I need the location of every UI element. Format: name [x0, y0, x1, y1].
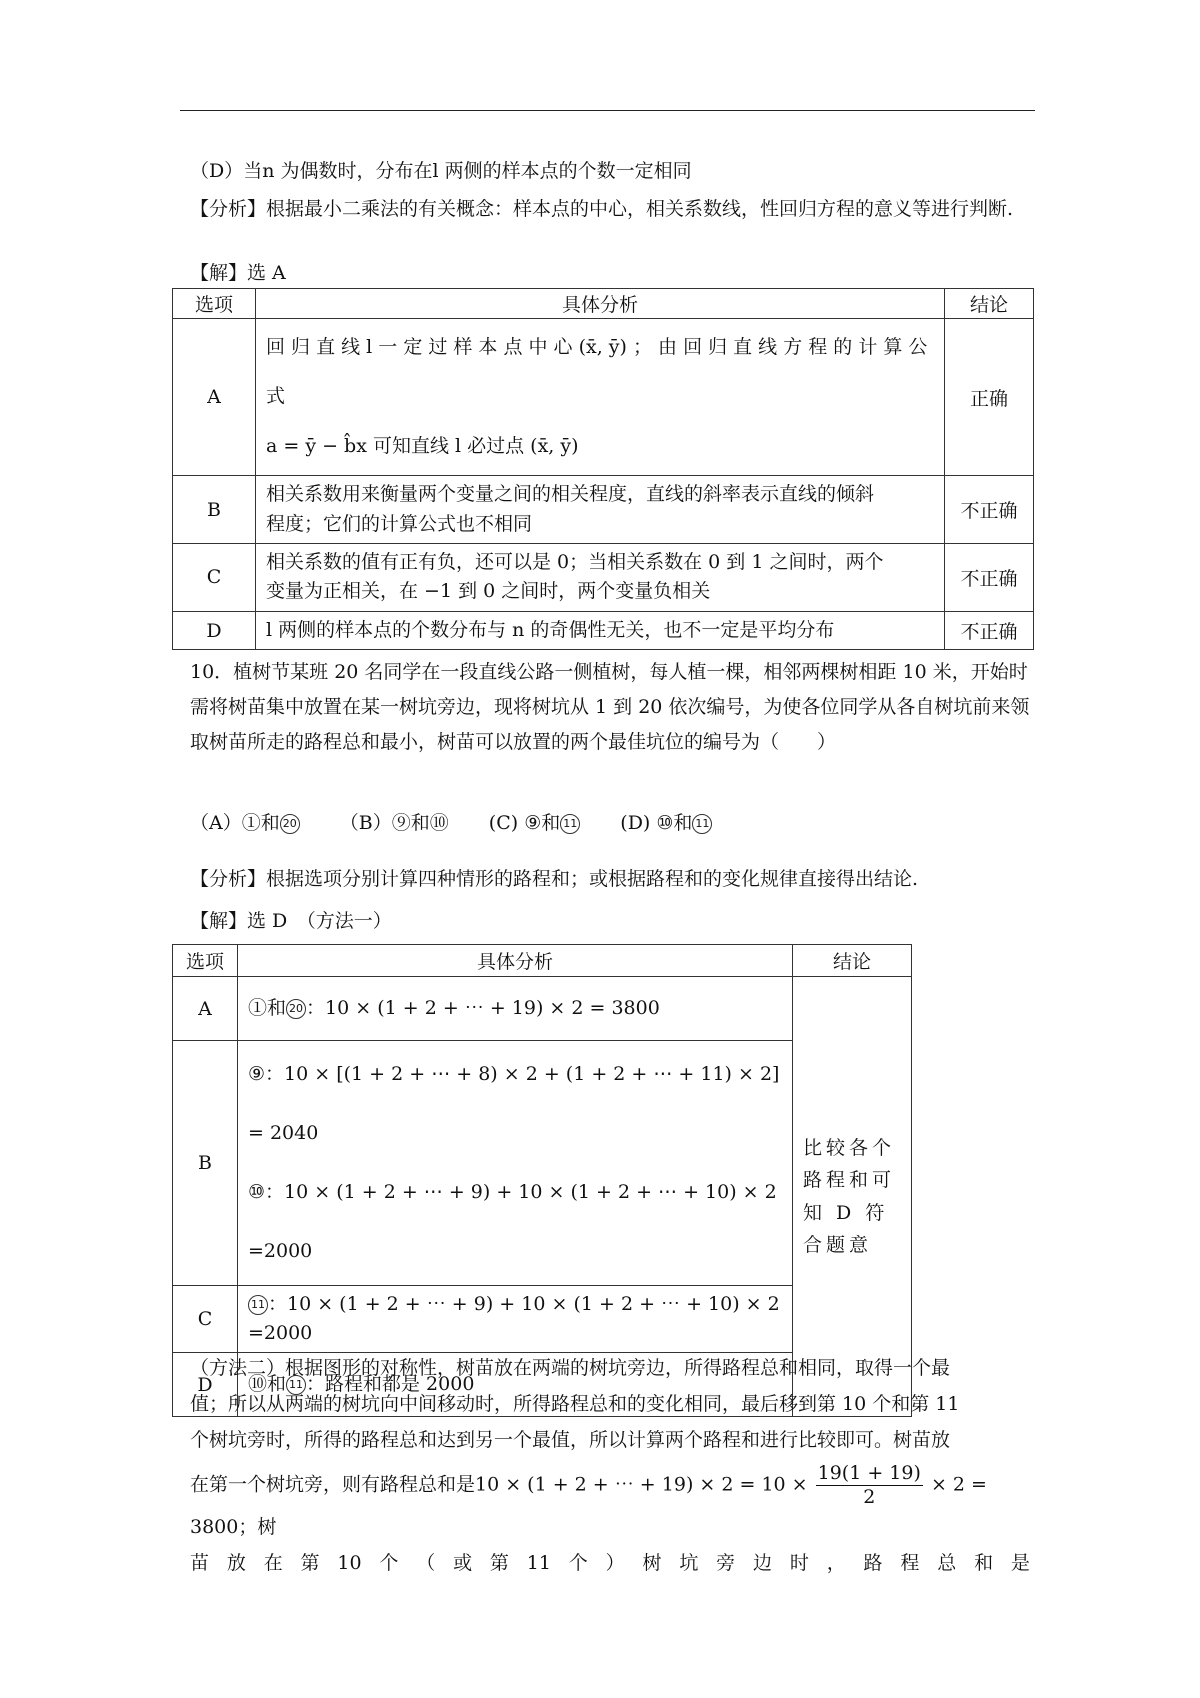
option-cell: B — [173, 476, 256, 544]
option-cell: D — [173, 611, 256, 649]
analysis-text: ⑩和 — [248, 1373, 287, 1396]
analysis-line: a = ȳ − b̂x 可知直线 l 必过点 (x̄, ȳ) — [266, 434, 579, 457]
method2-word: 11 — [526, 1551, 551, 1574]
method2-word: （ — [416, 1551, 436, 1574]
option-d — [620, 812, 712, 835]
option-cell: A — [173, 319, 256, 476]
analysis-text: ①和 — [248, 996, 287, 1019]
analysis-cell — [256, 319, 945, 476]
method2-word: 或 — [453, 1551, 473, 1574]
header-option: 选项 — [173, 945, 238, 977]
method2-word: 10 — [337, 1551, 362, 1574]
table-header-row — [173, 289, 1034, 319]
circled-number-icon: 20 — [286, 999, 306, 1019]
method2-line — [190, 1545, 1030, 1581]
option-a — [190, 812, 300, 835]
method2-line — [190, 1462, 1030, 1545]
option-c — [489, 812, 580, 835]
option-d-text: (D) ⑩和 — [620, 812, 693, 834]
method2-block — [190, 1350, 1030, 1581]
option-cell: B — [173, 1041, 238, 1286]
method2-word: 个 — [379, 1551, 399, 1574]
method2-word: 第 — [489, 1551, 509, 1574]
header-analysis: 具体分析 — [256, 289, 945, 319]
method2-word: 是 — [1010, 1551, 1030, 1574]
fraction — [816, 1462, 923, 1509]
option-cell: C — [173, 1285, 238, 1353]
q10-analysis: 【分析】根据选项分别计算四种情形的路程和；或根据路程和的变化规律直接得出结论. — [190, 868, 919, 890]
method2-word: 放 — [226, 1551, 246, 1574]
q9-option-d: （D）当n 为偶数时，分布在l 两侧的样本点的个数一定相同 — [190, 160, 692, 182]
header-conclusion: 结论 — [793, 945, 912, 977]
header-option: 选项 — [173, 289, 256, 319]
method2-word: 苗 — [190, 1551, 210, 1574]
table-row — [173, 977, 912, 1041]
circled-number-icon: 20 — [280, 814, 300, 834]
analysis-cell — [238, 1285, 793, 1353]
analysis-line: ⑩：10 × (1 + 2 + ⋯ + 9) + 10 × (1 + 2 + ⋯ + 10) × 2 =2000 — [248, 1180, 777, 1262]
analysis-cell — [238, 977, 793, 1041]
table-row — [173, 544, 1034, 612]
table-q10 — [172, 944, 912, 1417]
conclusion-cell: 不正确 — [945, 544, 1034, 612]
header-conclusion: 结论 — [945, 289, 1034, 319]
q9-answer: 【解】选 A — [190, 262, 286, 284]
analysis-cell — [256, 544, 945, 612]
method2-text: 在第一个树坑旁，则有路程总和是10 × (1 + 2 + ⋯ + 19) × 2 = 10 × — [190, 1473, 808, 1496]
option-c-text: (C) ⑨和 — [488, 812, 561, 834]
conclusion-cell: 不正确 — [945, 476, 1034, 544]
method2-word: 时 — [789, 1551, 809, 1574]
analysis-line: 相关系数的值有正有负，还可以是 0；当相关系数在 0 到 1 之间时，两个 — [266, 551, 884, 574]
analysis-text: ：10 × (1 + 2 + ⋯ + 19) × 2 = 3800 — [306, 996, 660, 1019]
method2-word: 旁 — [716, 1551, 736, 1574]
option-cell: A — [173, 977, 238, 1041]
method2-word: 总 — [937, 1551, 957, 1574]
analysis-line: 回 归 直 线 l 一 定 过 样 本 点 中 心 (x̄, ȳ) ； 由 回 归 直 线 方 程 的 计 算 公 式 — [266, 336, 928, 408]
method2-line: 值；所以从两端的树坑向中间移动时，所得路程总和的变化相同，最后移到第 10 个和第 11 — [190, 1393, 960, 1416]
fraction-numerator: 19(1 + 19) — [817, 1462, 921, 1485]
header-analysis: 具体分析 — [238, 945, 793, 977]
conclusion-cell: 不正确 — [945, 611, 1034, 649]
table-q9 — [172, 288, 1034, 650]
method2-word: 第 — [300, 1551, 320, 1574]
analysis-line: 程度；它们的计算公式也不相同 — [266, 512, 533, 535]
analysis-line: 相关系数用来衡量两个变量之间的相关程度，直线的斜率表示直线的倾斜 — [266, 483, 875, 506]
header-rule — [180, 110, 1035, 111]
circled-number-icon: 11 — [560, 814, 580, 834]
analysis-line: 变量为正相关，在 −1 到 0 之间时，两个变量负相关 — [266, 580, 711, 603]
method2-word: 和 — [974, 1551, 994, 1574]
conclusion-cell: 正确 — [945, 319, 1034, 476]
method2-word: 树 — [642, 1551, 662, 1574]
circled-number-icon: 11 — [248, 1295, 268, 1315]
method2-line: （方法二）根据图形的对称性，树苗放在两端的树坑旁边，所得路程总和相同，取得一个最 — [190, 1357, 951, 1379]
table-row — [173, 611, 1034, 649]
method2-word: 在 — [263, 1551, 283, 1574]
analysis-cell — [256, 611, 945, 649]
method2-word: ， — [826, 1551, 846, 1574]
analysis-line: l 两侧的样本点的个数分布与 n 的奇偶性无关，也不一定是平均分布 — [266, 618, 835, 641]
analysis-cell — [238, 1041, 793, 1286]
table-row — [173, 476, 1034, 544]
method2-word: 个 — [568, 1551, 588, 1574]
method2-word: 程 — [900, 1551, 920, 1574]
analysis-cell — [256, 476, 945, 544]
circled-number-icon: 11 — [692, 814, 712, 834]
conclusion-cell: 比较各个路程和可知 D 符合题意 — [793, 977, 912, 1417]
option-cell: D — [173, 1353, 238, 1417]
q10-question: 10．植树节某班 20 名同学在一段直线公路一侧植树，每人植一棵，相邻两棵树相距 10 米，开始时需将树苗集中放置在某一树坑旁边，现将树坑从 1 到 20 依次编号，为使各位同学从各自树坑前来领取树苗所走的路程总和最小，树苗可以放置的两个最佳坑位的编号为（ ） — [190, 661, 1030, 754]
method2-word: 坑 — [679, 1551, 699, 1574]
table-header-row — [173, 945, 912, 977]
method2-word: 边 — [753, 1551, 773, 1574]
analysis-text: ：10 × (1 + 2 + ⋯ + 9) + 10 × (1 + 2 + ⋯ + 10) × 2 =2000 — [248, 1292, 780, 1344]
q9-analysis: 【分析】根据最小二乘法的有关概念：样本点的中心，相关系数线，性回归方程的意义等进行判断. — [190, 198, 1014, 220]
option-a-text: （A）①和 — [190, 812, 280, 834]
method2-word: 路 — [863, 1551, 883, 1574]
option-cell: C — [173, 544, 256, 612]
q10-options — [190, 812, 746, 835]
analysis-line: ⑨：10 × [(1 + 2 + ⋯ + 8) × 2 + (1 + 2 + ⋯ + 11) × 2] = 2040 — [248, 1063, 780, 1144]
method2-text: × 2 = 3800；树 — [190, 1473, 987, 1538]
q10-answer: 【解】选 D （方法一） — [190, 910, 392, 932]
method2-word: ） — [605, 1551, 625, 1574]
method2-line: 个树坑旁时，所得的路程总和达到另一个最值，所以计算两个路程和进行比较即可。树苗放 — [190, 1429, 951, 1452]
table-row — [173, 319, 1034, 476]
analysis-text: ：路程和都是 2000 — [306, 1373, 475, 1396]
option-b: （B）⑨和⑩ — [339, 812, 449, 834]
fraction-denominator: 2 — [863, 1486, 876, 1509]
circled-number-icon: 11 — [286, 1375, 306, 1395]
